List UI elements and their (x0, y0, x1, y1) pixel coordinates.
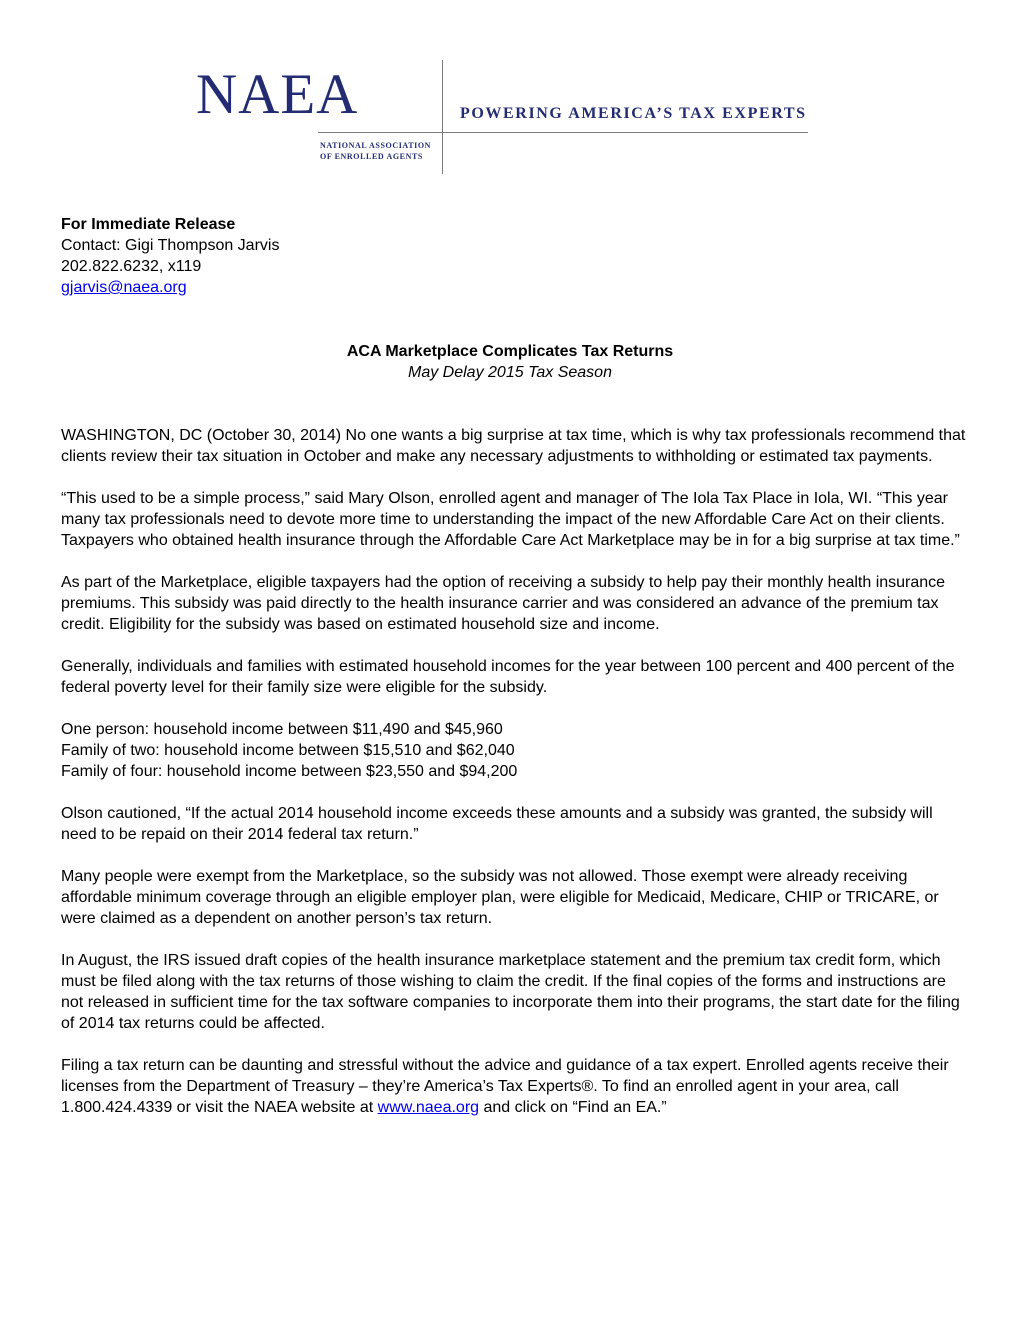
find-ea-text-after: and click on “Find an EA.” (483, 1099, 667, 1116)
headline-block (0, 341, 1020, 383)
paragraph-irs-forms: In August, the IRS issued draft copies of the health insurance marketplace statement and the premium tax credit form, which must be filed along with the tax returns of those wishing to claim the credit. If the final copies of the forms and instructions are not released in sufficient time for the tax software companies to incorporate them into their programs, the start date for the filing of 2014 tax returns could be affected. (61, 952, 960, 1032)
income-list (61, 719, 971, 782)
headline-subtitle: May Delay 2015 Tax Season (408, 364, 612, 381)
income-line-one-person: One person: household income between $11,490 and $45,960 (61, 721, 503, 738)
contact-phone: 202.822.6232, x119 (61, 258, 202, 275)
naea-website-link[interactable]: www.naea.org (377, 1099, 480, 1116)
contact-name: Contact: Gigi Thompson Jarvis (61, 237, 280, 254)
headline-title: ACA Marketplace Complicates Tax Returns (346, 343, 674, 360)
income-line-family-four: Family of four: household income between $23,550 and $94,200 (61, 763, 518, 780)
contact-email-link[interactable]: gjarvis@naea.org (61, 279, 187, 296)
logo-vertical-rule (442, 60, 443, 174)
paragraph-dateline: WASHINGTON, DC (October 30, 2014) No one wants a big surprise at tax time, which is why tax professionals recommend that clients review their tax situation in October and make any necessary adjustments to withholding or estimated tax payments. (61, 427, 966, 465)
article-body (61, 425, 971, 1139)
logo-wordmark: NAEA (196, 63, 359, 126)
paragraph-olson-quote: “This used to be a simple process,” said Mary Olson, enrolled agent and manager of The Iola Tax Place in Iola, WI. “This year many tax professionals need to devote more time to understanding the impact of the new Affordable Care Act on their clients. Taxpayers who obtained health insurance through the Affordable Care Act Marketplace may be in for a big surprise at tax time.” (61, 490, 960, 549)
release-label: For Immediate Release (61, 216, 236, 233)
logo-org-name: NATIONAL ASSOCIATION OF ENROLLED AGENTS (320, 141, 432, 161)
logo-horizontal-rule (318, 132, 808, 133)
logo-tagline: POWERING AMERICA’S TAX EXPERTS (460, 105, 807, 122)
paragraph-eligibility: Generally, individuals and families with estimated household incomes for the year between 100 percent and 400 percent of the federal poverty level for their family size were eligible for the subsidy. (61, 658, 955, 696)
paragraph-olson-caution: Olson cautioned, “If the actual 2014 household income exceeds these amounts and a subsidy was granted, the subsidy will need to be repaid on their 2014 federal tax return.” (61, 805, 933, 843)
paragraph-subsidy: As part of the Marketplace, eligible taxpayers had the option of receiving a subsidy to help pay their monthly health insurance premiums. This subsidy was paid directly to the health insurance carrier and was considered an advance of the premium tax credit. Eligibility for the subsidy was based on estimated household size and income. (61, 574, 946, 633)
naea-logo (196, 60, 846, 176)
find-ea-text-before: Filing a tax return can be daunting and stressful without the advice and guidance of a tax expert. Enrolled agents receive their licenses from the Department of Treasury – they’re America’s Tax Experts®. To find an enrolled agent in your area, call 1.800.424.4339 or visit the NAEA website at (61, 1057, 949, 1116)
paragraph-find-ea (61, 1055, 971, 1118)
contact-block (61, 214, 279, 298)
paragraph-exemptions: Many people were exempt from the Marketplace, so the subsidy was not allowed. Those exempt were already receiving affordable minimum coverage through an eligible employer plan, were eligible for Medicaid, Medicare, CHIP or TRICARE, or were claimed as a dependent on another person’s tax return. (61, 868, 939, 927)
income-line-family-two: Family of two: household income between $15,510 and $62,040 (61, 742, 515, 759)
